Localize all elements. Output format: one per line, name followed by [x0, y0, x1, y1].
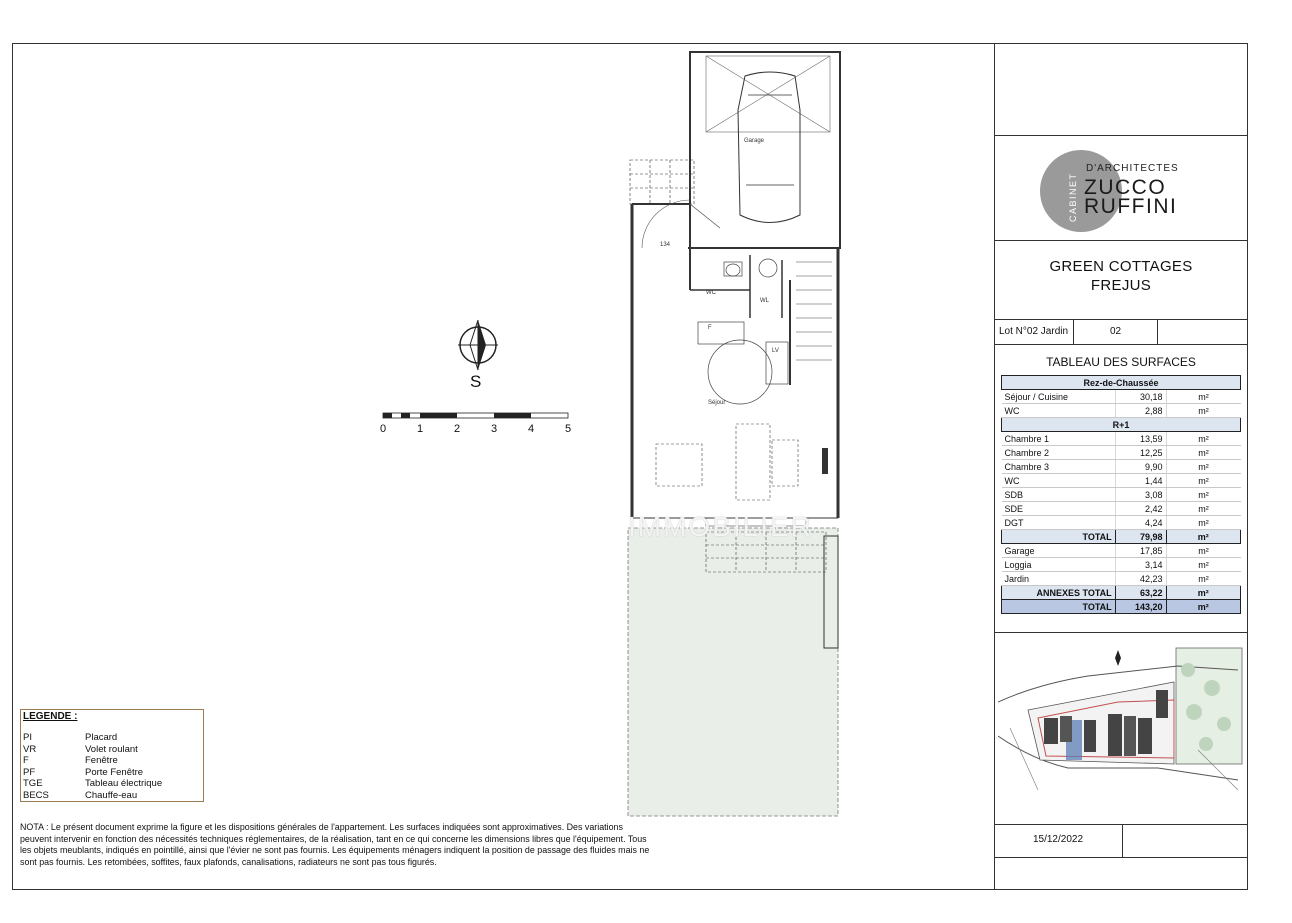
- table-row: Chambre 1 13,59 m²: [1002, 432, 1241, 446]
- legend-item: TGE Tableau électrique: [23, 778, 163, 789]
- dimension-label: 134: [660, 242, 671, 248]
- wl-label: WL: [760, 298, 769, 304]
- table-row: SDB 3,08 m²: [1002, 488, 1241, 502]
- disclaimer-note: NOTA : Le présent document exprime la figure et les dispositions générales de l'appartement. Les surfaces indiquées sont approximatives. Des variations peuvent intervenir en fonction des nécessités techniques réglementaires, de la réalisation, tant en ce qui concerne les dimensions libres que l'équipement. Tous les objets meublants, indiqués en pointillé, ainsi que l'évier ne sont pas fournis. Les équipements ménagers indiquent la position de passage des fluides mais ne sont pas fournis. Les retombées, soffites, faux plafonds, canalisations, radiateurs ne sont pas tous figurés.: [20, 822, 650, 867]
- table-row: Jardin 42,23 m²: [1002, 572, 1241, 586]
- legend-box: [20, 709, 204, 802]
- scale-bar: [383, 413, 568, 418]
- table-row: Chambre 3 9,90 m²: [1002, 460, 1241, 474]
- architect-logo: [1040, 150, 1210, 232]
- table-row: SDE 2,42 m²: [1002, 502, 1241, 516]
- divider: [994, 240, 1248, 241]
- garage-room: [690, 52, 840, 248]
- surfaces-title: TABLEAU DES SURFACES: [1046, 355, 1196, 369]
- site-plan-thumbnail: [998, 640, 1246, 800]
- logo-top-text: D'ARCHITECTES: [1086, 163, 1179, 174]
- compass: [458, 320, 498, 370]
- plan-date: 15/12/2022: [1032, 834, 1084, 845]
- divider: [994, 135, 1248, 136]
- annexes-total-row: ANNEXES TOTAL 63,22 m²: [1002, 586, 1241, 600]
- scale-tick: 1: [417, 423, 424, 435]
- divider: [1122, 824, 1123, 857]
- legend-item: PF Porte Fenêtre: [23, 766, 144, 778]
- sejour-label: Séjour: [708, 400, 726, 406]
- scale-labels: [376, 423, 576, 437]
- legend-item: VR Volet roulant: [23, 743, 138, 755]
- garden-area: [628, 528, 838, 816]
- logo-vertical-text: CABINET: [1068, 172, 1078, 222]
- total-row: TOTAL 79,98 m²: [1002, 530, 1241, 544]
- legend-item: F Fenêtre: [23, 755, 118, 766]
- grand-total-row: TOTAL 143,20 m²: [1002, 600, 1241, 614]
- scale-tick: 2: [454, 423, 461, 435]
- project-line-1: GREEN COTTAGES: [1049, 258, 1193, 275]
- table-row: WC 2,88 m²: [1002, 404, 1241, 418]
- table-row: DGT 4,24 m²: [1002, 516, 1241, 530]
- legend-item: BECS Chauffe-eau: [23, 789, 138, 801]
- lot-label: Lot N°02 Jardin: [994, 319, 1074, 344]
- legend-item: PI Placard: [23, 732, 118, 743]
- logo-name-1: ZUCCO: [1084, 176, 1167, 199]
- legend-title: LEGENDE :: [23, 711, 78, 722]
- table-row: WC 1,44 m²: [1002, 474, 1241, 488]
- divider: [994, 857, 1248, 858]
- table-row: Loggia 3,14 m²: [1002, 558, 1241, 572]
- lv-label: LV: [772, 348, 779, 354]
- window-f-label: F: [708, 325, 712, 331]
- project-name: [994, 257, 1248, 295]
- watermark: IMMOBILIER: [628, 511, 813, 542]
- lot-number: 02: [1074, 319, 1158, 344]
- scale-tick: 3: [491, 423, 498, 435]
- table-row: Garage 17,85 m²: [1002, 544, 1241, 558]
- project-line-2: FREJUS: [1090, 277, 1152, 294]
- wc-label: WC: [706, 290, 716, 296]
- section-header-rdc: Rez-de-Chaussée: [1002, 376, 1241, 390]
- divider: [994, 344, 1248, 345]
- surfaces-table: [1001, 375, 1241, 614]
- table-row: Chambre 2 12,25 m²: [1002, 446, 1241, 460]
- divider: [994, 824, 1248, 825]
- section-header-r1: R+1: [1002, 418, 1241, 432]
- compass-letter: S: [470, 372, 482, 391]
- divider: [994, 632, 1248, 633]
- scale-tick: 4: [528, 423, 535, 435]
- scale-tick: 5: [565, 423, 572, 435]
- table-row: Séjour / Cuisine 30,18 m²: [1002, 390, 1241, 404]
- garage-label: Garage: [744, 138, 765, 144]
- house-walls: [632, 204, 838, 518]
- scale-tick: 0: [380, 423, 387, 435]
- logo-name-2: RUFFINI: [1084, 195, 1178, 218]
